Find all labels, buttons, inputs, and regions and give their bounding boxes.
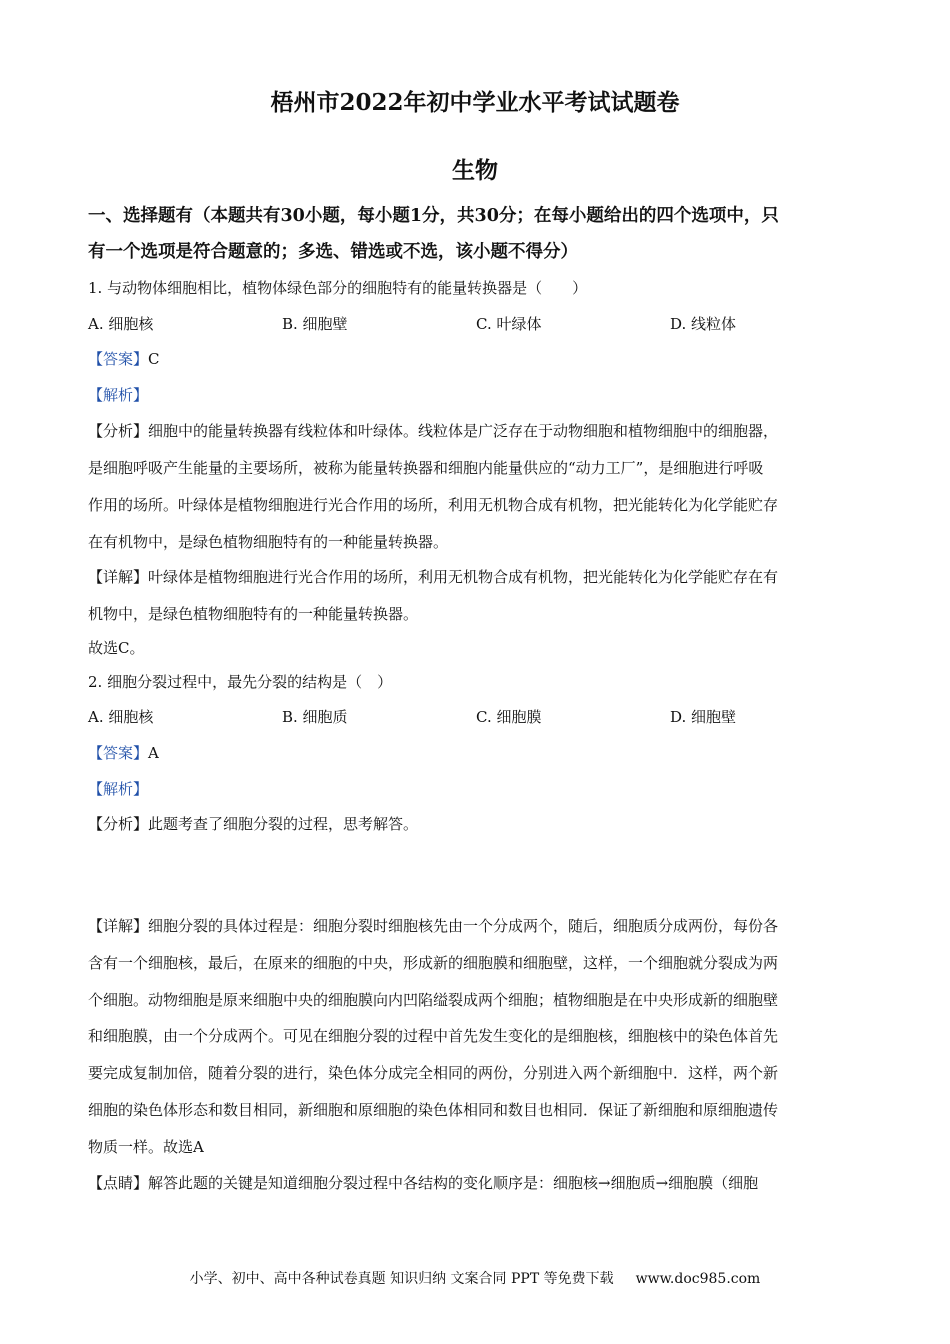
answer-tag: 【答案】 — [88, 350, 149, 368]
q1-fenxi-line2: 是细胞呼吸产生能量的主要场所，被称为能量转换器和细胞内能量供应的“动力工厂”，是细胞进行呼吸 — [88, 459, 764, 477]
subject-title: 生物 — [452, 157, 498, 184]
answer-tag: 【答案】 — [88, 744, 149, 762]
q1-answer — [88, 348, 160, 370]
q1-option-b: B. 细胞壁 — [282, 315, 348, 333]
answer-value: A — [148, 744, 159, 762]
q2-fenxi — [88, 813, 418, 835]
footer-text: 小学、初中、高中各种试卷真题 知识归纳 文案合同 PPT 等免费下载 — [189, 1271, 614, 1287]
q2-xiangjie-line1 — [88, 915, 778, 937]
xiangjie-text: 叶绿体是植物细胞进行光合作用的场所，利用无机物合成有机物，把光能转化为化学能贮存在有 — [148, 568, 779, 586]
q1-jiexi-tag: 【解析】 — [88, 386, 149, 404]
dianjing-text: 解答此题的关键是知道细胞分裂过程中各结构的变化顺序是：细胞核→细胞质→细胞膜（细胞 — [148, 1174, 759, 1192]
q2-jiexi-tag: 【解析】 — [88, 780, 149, 798]
q1-stem: 1. 与动物体细胞相比，植物体绿色部分的细胞特有的能量转换器是（ ） — [88, 279, 588, 297]
q2-option-b: B. 细胞质 — [282, 708, 348, 726]
page-title: 梧州市2022年初中学业水平考试试题卷 — [270, 89, 680, 116]
q2-xiangjie-line2: 含有一个细胞核，最后，在原来的细胞的中央，形成新的细胞膜和细胞壁，这样，一个细胞就分裂成为两 — [88, 954, 779, 972]
q2-xiangjie-line4: 和细胞膜，由一个分成两个。可见在细胞分裂的过程中首先发生变化的是细胞核，细胞核中的染色体首先 — [88, 1027, 779, 1045]
q2-xiangjie-line7: 物质一样。故选A — [88, 1138, 204, 1156]
dianjing-tag: 【点睛】 — [88, 1174, 149, 1192]
q1-option-d: D. 线粒体 — [670, 315, 737, 333]
q2-xiangjie-line3: 个细胞。动物细胞是原来细胞中央的细胞膜向内凹陷缢裂成两个细胞；植物细胞是在中央形成新的细胞壁 — [88, 991, 779, 1009]
q2-stem: 2. 细胞分裂过程中，最先分裂的结构是（ ） — [88, 673, 393, 691]
q1-fenxi-line3: 作用的场所。叶绿体是植物细胞进行光合作用的场所，利用无机物合成有机物，把光能转化为化学能贮存 — [88, 496, 779, 514]
q1-xiangjie-line2: 机物中，是绿色植物细胞特有的一种能量转换器。 — [88, 605, 419, 623]
fenxi-text: 细胞中的能量转换器有线粒体和叶绿体。线粒体是广泛存在于动物细胞和植物细胞中的细胞器， — [148, 422, 779, 440]
q2-dianjing — [88, 1172, 758, 1194]
q1-option-c: C. 叶绿体 — [476, 315, 542, 333]
xiangjie-tag: 【详解】 — [88, 917, 149, 935]
section-heading-line2: 有一个选项是符合题意的；多选、错选或不选，该小题不得分） — [88, 242, 578, 262]
section-heading-line1: 一、选择题有（本题共有30小题，每小题1分，共30分；在每小题给出的四个选项中，只 — [88, 206, 779, 226]
fenxi-tag: 【分析】 — [88, 422, 149, 440]
footer-url[interactable]: www.doc985.com — [635, 1271, 761, 1287]
page-footer — [0, 1268, 950, 1288]
answer-value: C — [148, 350, 160, 368]
q2-option-a: A. 细胞核 — [88, 708, 154, 726]
fenxi-tag: 【分析】 — [88, 815, 149, 833]
q1-fenxi-line1 — [88, 420, 778, 442]
fenxi-text: 此题考查了细胞分裂的过程，思考解答。 — [148, 815, 419, 833]
q2-option-c: C. 细胞膜 — [476, 708, 542, 726]
q2-option-d: D. 细胞壁 — [670, 708, 737, 726]
q2-xiangjie-line5: 要完成复制加倍，随着分裂的进行，染色体分成完全相同的两份，分别进入两个新细胞中．这样，两个新 — [88, 1064, 779, 1082]
q1-xiangjie-line1 — [88, 566, 778, 588]
q1-option-a: A. 细胞核 — [88, 315, 154, 333]
q1-conclusion: 故选C。 — [88, 639, 145, 657]
xiangjie-text: 细胞分裂的具体过程是：细胞分裂时细胞核先由一个分成两个，随后，细胞质分成两份，每份各 — [148, 917, 779, 935]
xiangjie-tag: 【详解】 — [88, 568, 149, 586]
q2-answer — [88, 742, 159, 764]
q1-fenxi-line4: 在有机物中，是绿色植物细胞特有的一种能量转换器。 — [88, 533, 449, 551]
q2-xiangjie-line6: 细胞的染色体形态和数目相同，新细胞和原细胞的染色体相同和数目也相同．保证了新细胞和原细胞遗传 — [88, 1101, 779, 1119]
